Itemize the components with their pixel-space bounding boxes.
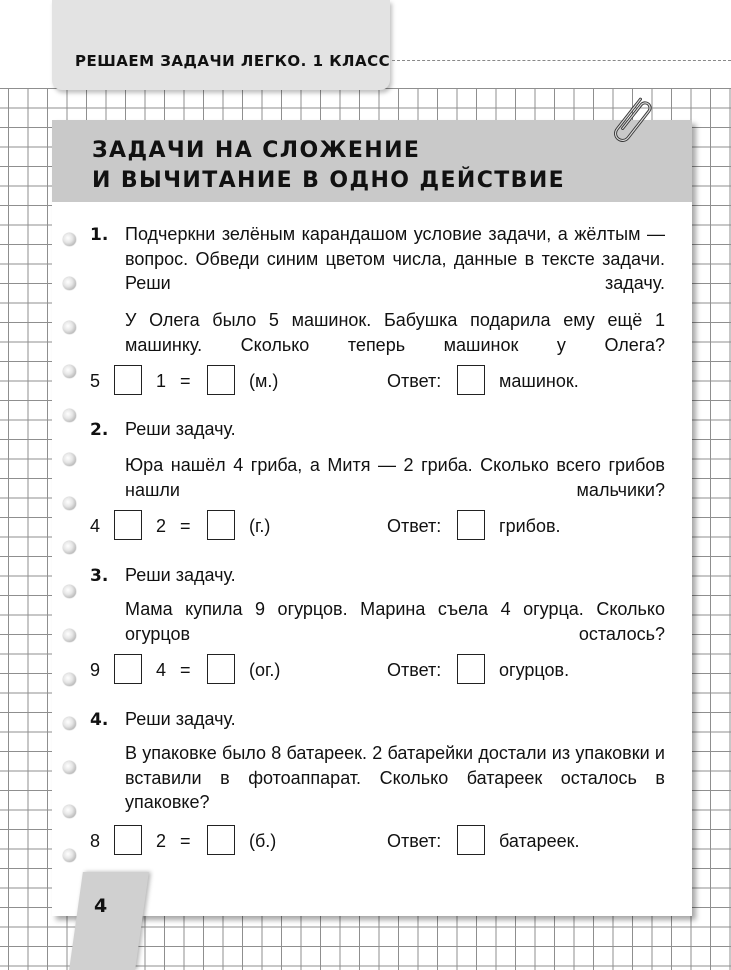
answer-unit: машинок. — [499, 371, 579, 391]
binder-hole — [63, 277, 76, 290]
binder-hole — [63, 673, 76, 686]
operator-box[interactable] — [114, 654, 142, 684]
task-problem: В упаковке было 8 батареек. 2 батарейки достали из упаковки и вставили в фотоаппарат. Сколько батареек осталось в упаковке? — [125, 743, 665, 812]
task-instruction: Реши задачу. — [125, 419, 236, 439]
first-operand: 4 — [90, 516, 101, 536]
answer-unit: грибов. — [499, 516, 561, 536]
unit-label: (г.) — [249, 516, 271, 536]
result-box[interactable] — [207, 510, 235, 540]
task-problem: Юра нашёл 4 гриба, а Митя — 2 гриба. Сколько всего грибов нашли мальчики? — [125, 455, 665, 500]
answer-label: Ответ: — [387, 831, 442, 851]
unit-label: (м.) — [249, 371, 279, 391]
first-operand: 5 — [90, 371, 101, 391]
operator-box[interactable] — [114, 825, 142, 855]
binder-hole — [63, 629, 76, 642]
result-box[interactable] — [207, 825, 235, 855]
result-box[interactable] — [207, 365, 235, 395]
equals-sign: = — [180, 371, 191, 391]
binder-hole — [63, 233, 76, 246]
paperclip-icon — [606, 92, 656, 150]
binder-hole — [63, 541, 76, 554]
task-instruction: Реши задачу. — [125, 709, 236, 729]
answer-box[interactable] — [457, 365, 485, 395]
equation-row — [90, 365, 670, 397]
equals-sign: = — [180, 516, 191, 536]
task-instruction: Реши задачу. — [125, 565, 236, 585]
answer-label: Ответ: — [387, 371, 442, 391]
answer-box[interactable] — [457, 510, 485, 540]
running-header-tab — [52, 0, 390, 90]
equation-row — [90, 825, 670, 857]
second-operand: 1 — [156, 371, 167, 391]
page-number-tab — [69, 872, 149, 970]
equals-sign: = — [180, 831, 191, 851]
page-number: 4 — [94, 895, 108, 917]
answer-unit: батареек. — [499, 831, 580, 851]
binder-hole — [63, 365, 76, 378]
second-operand: 2 — [156, 516, 167, 536]
task-number: 1. — [90, 225, 109, 245]
header-dashed-rule — [392, 60, 731, 61]
answer-unit: огурцов. — [499, 660, 570, 680]
operator-box[interactable] — [114, 365, 142, 395]
unit-label: (б.) — [249, 831, 277, 851]
task-problem: Мама купила 9 огурцов. Марина съела 4 огурца. Сколько огурцов осталось? — [125, 599, 665, 644]
task-number: 2. — [90, 420, 109, 440]
section-title-line-1: ЗАДАЧИ НА СЛОЖЕНИЕ — [92, 138, 421, 163]
binder-hole — [63, 585, 76, 598]
binder-hole — [63, 409, 76, 422]
answer-box[interactable] — [457, 825, 485, 855]
equals-sign: = — [180, 660, 191, 680]
second-operand: 4 — [156, 660, 167, 680]
second-operand: 2 — [156, 831, 167, 851]
operator-box[interactable] — [114, 510, 142, 540]
section-title-line-2: И ВЫЧИТАНИЕ В ОДНО ДЕЙСТВИЕ — [92, 168, 566, 193]
binder-hole — [63, 717, 76, 730]
binder-hole — [63, 761, 76, 774]
running-title: РЕШАЕМ ЗАДАЧИ ЛЕГКО. 1 КЛАСС — [75, 52, 391, 70]
answer-box[interactable] — [457, 654, 485, 684]
binder-hole — [63, 321, 76, 334]
task-number: 3. — [90, 566, 109, 586]
task-problem: У Олега было 5 машинок. Бабушка подарила ему ещё 1 машинку. Сколько теперь машинок у Олега? — [125, 310, 665, 355]
answer-label: Ответ: — [387, 660, 442, 680]
task-number: 4. — [90, 710, 109, 730]
result-box[interactable] — [207, 654, 235, 684]
first-operand: 8 — [90, 831, 101, 851]
equation-row — [90, 510, 670, 542]
binder-hole — [63, 453, 76, 466]
unit-label: (ог.) — [249, 660, 281, 680]
binder-hole — [63, 849, 76, 862]
binder-hole — [63, 497, 76, 510]
binder-hole — [63, 805, 76, 818]
first-operand: 9 — [90, 660, 101, 680]
task-instruction: Подчеркни зелёным карандашом условие задачи, а жёлтым — вопрос. Обведи синим цветом числа, данные в тексте задачи. Реши задачу. — [125, 224, 665, 293]
equation-row — [90, 654, 670, 686]
answer-label: Ответ: — [387, 516, 442, 536]
